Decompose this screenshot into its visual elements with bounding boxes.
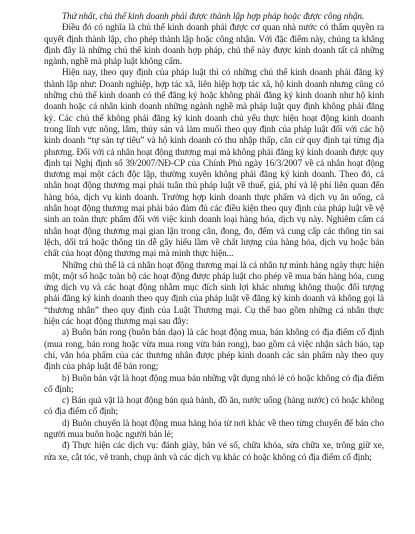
list-item-d-trip-trading: d) Buôn chuyến là hoạt động mua hàng hóa từ nơi khác về theo từng chuyến để bán cho người mua buôn hoặc người bán lẻ; [44,417,384,439]
paragraph-registration-rules: Hiện nay, theo quy định của pháp luật thì có những chủ thể kinh doanh phải đăng ký thành lập như: Doanh nghiệp, hợp tác xã, liên hiệp hợp tác xã, hộ kinh doanh nhưng cũng có những chủ thể kinh doanh có thể đăng ký hoặc không phải đăng ký kinh doanh như hộ kinh doanh hoặc cá nhân kinh doanh những ngành nghề mà pháp luật quy định không phải đăng ký. Các chủ thể không phải đăng ký kinh doanh chủ yếu thực hiện hoạt động kinh doanh trong lĩnh vực nông, lâm, thủy sản và làm muối theo quy định của pháp luật đối với các hộ kinh doanh “tự sản tự tiêu” và hộ kinh doanh có thu nhập thấp, căn cứ quy định tại từng địa phương. Đối với cá nhân hoạt động thương mại mà không phải đăng ký kinh doanh được quy định tại Nghị định số 39/2007/NĐ-CP của Chính Phủ ngày 16/3/2007 về cá nhân hoạt động thương mại một cách độc lập, thường xuyên không phải đăng ký kinh doanh. Theo đó, cá nhân hoạt động thương mại phải tuân thủ pháp luật về thuế, giá, phí và lệ phí liên quan đến hàng hóa, dịch vụ kinh doanh. Trường hợp kinh doanh thực phẩm và dịch vụ ăn uống, cá nhân hoạt động thương mại phải bảo đảm đủ các điều kiện theo quy định của pháp luật về vệ sinh an toàn thực phẩm đối với việc kinh doanh loại hàng hóa, dịch vụ này. Nghiêm cấm cá nhân hoạt động thương mại gian lận trong cân, đong, đo, đếm và cung cấp các thông tin sai lệch, dối trá hoặc thông tin dễ gây hiểu lầm về chất lượng của hàng hóa, dịch vụ hoặc bản chất của hoạt động thương mại mà mình thực hiện... [44,67,384,259]
paragraph-legal-meaning: Điều đó có nghĩa là chủ thể kinh doanh phải được cơ quan nhà nước có thẩm quyền ra quyết định thành lập, cho phép thành lập hoặc công nhận. Với đặc điểm này, chúng ta khẳng định đây là những chủ thể kinh doanh hợp pháp, chủ thể này được kinh doanh tất cả những ngành, nghề mà pháp luật không cấm. [44,22,384,67]
list-item-a-street-vending: a) Buôn bán rong (buôn bán dạo) là các hoạt động mua, bán không có địa điểm cố định (mua rong, bán rong hoặc vừa mua rong vừa bán rong), bao gồm cả việc nhận sách báo, tạp chí, văn hóa phẩm của các thương nhân được phép kinh doanh các sản phẩm này theo quy định của pháp luật để bán rong; [44,327,384,372]
list-item-b-petty-trading: b) Buôn bán vặt là hoạt động mua bán những vật dụng nhỏ lẻ có hoặc không có địa điểm cố định; [44,372,385,394]
paragraph-individual-traders: Những chủ thể là cá nhân hoạt động thương mại là cá nhân tự mình hàng ngày thực hiện một, một số hoặc toàn bộ các hoạt động được pháp luật cho phép về mua bán hàng hóa, cung ứng dịch vụ và các hoạt động nhằm mục đích sinh lợi khác nhưng không thuộc đối tượng phải đăng ký kinh doanh theo quy định của pháp luật về đăng ký kinh doanh và không gọi là “thương nhân” theo quy định của Luật Thương mại. Cụ thể bao gồm những cá nhân thực hiện các hoạt động thương mại sau đây: [44,259,384,327]
list-item-c-snack-selling: c) Bán quà vặt là hoạt động bán quà bánh, đồ ăn, nước uống (hàng nước) có hoặc không có địa điểm cố định; [44,395,384,417]
document-body [44,0,384,463]
list-item-dd-services: đ) Thực hiện các dịch vụ: đánh giày, bán vé số, chữa khóa, sửa chữa xe, trông giữ xe, rửa xe, cắt tóc, vẽ tranh, chụp ảnh và các dịch vụ khác có hoặc không có địa điểm cố định; [44,440,384,462]
section-heading-paragraph: Thứ nhất, chủ thể kinh doanh phải được thành lập hợp pháp hoặc được công nhận. [62,11,365,21]
